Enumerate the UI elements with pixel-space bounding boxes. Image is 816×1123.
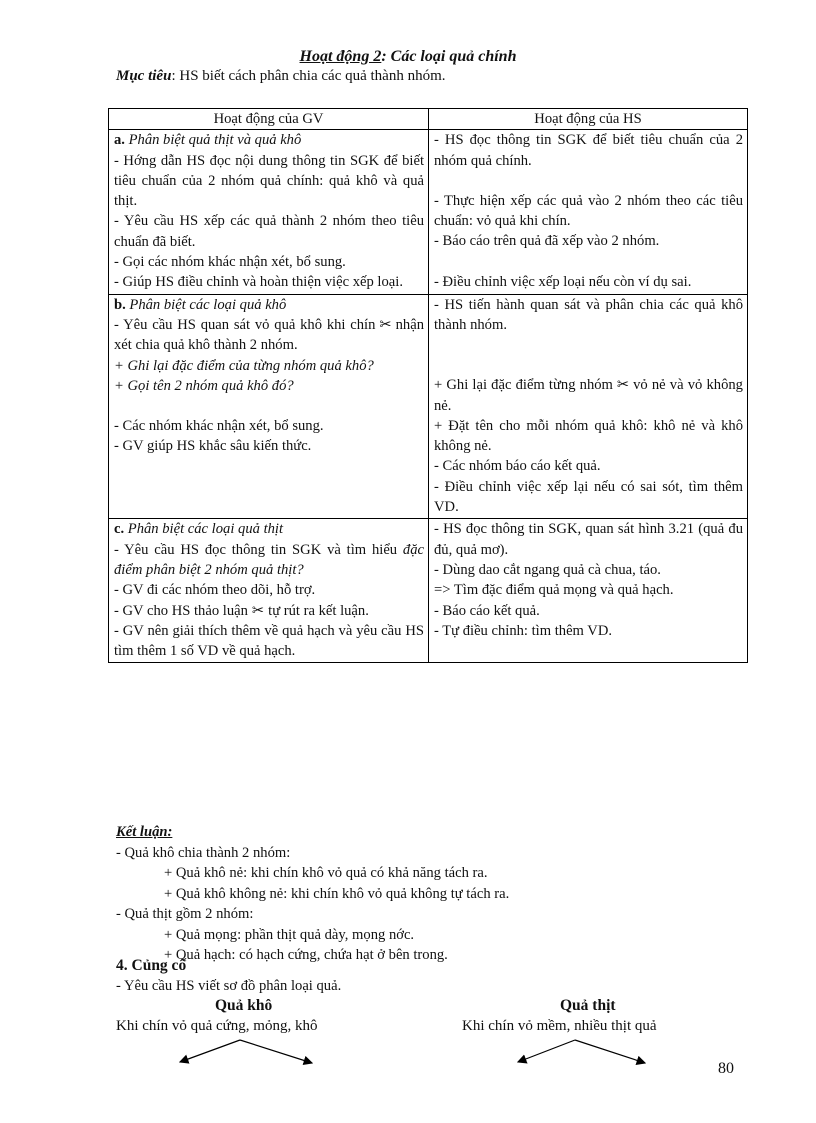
section-heading-c: c. Phân biệt các loại quả thịt: [114, 521, 284, 538]
section4-heading: 4. Củng cố: [116, 957, 187, 974]
gv-cell: a. Phân biệt quả thịt và quả khô - Hớng dẫn HS đọc nội dung thông tin SGK để biết tiêu chuẩn của 2 nhóm quả chính: quả khô và quả thịt. - Yêu cầu HS xếp các quả thành 2 nhóm theo tiêu chuẩn đã biết. - Gọi các nhóm khác nhận xét, bổ sung. - Giúp HS điều chỉnh và hoàn thiện việc xếp loại.: [109, 130, 429, 294]
section-consolidation: 4. Củng cố - Yêu cầu HS viết sơ đồ phân loại quả.: [116, 957, 342, 994]
objective: Mục tiêu: HS biết cách phân chia các quả thành nhóm.: [116, 68, 446, 84]
conclusion: Kết luận: - Quả khô chia thành 2 nhóm: + Quả khô nẻ: khi chín khô vỏ quả có khả năng tách ra. + Quả khô không nẻ: khi chín khô vỏ quả không tự tách ra. - Quả thịt gồm 2 nhóm: + Quả mọng: phần thịt quả dày, mọng nớc. + Quả hạch: có hạch cứng, chứa hạt ở bên trong.: [116, 824, 510, 963]
column-header-gv: Hoạt động của GV: [109, 109, 429, 130]
column-header-hs: Hoạt động của HS: [429, 109, 748, 130]
hs-cell: - HS đọc thông tin SGK, quan sát hình 3.21 (quả đu đủ, quả mơ). - Dùng dao cắt ngang quả cà chua, táo. => Tìm đặc điểm quả mọng và quả hạch. - Báo cáo kết quả. - Tự điều chỉnh: tìm thêm VD.: [429, 519, 748, 663]
diagram-fleshy-fruit-title: Quả thịt: [560, 997, 616, 1014]
page-number: 80: [718, 1060, 734, 1077]
table-row: [109, 519, 748, 663]
conclusion-heading: Kết luận:: [116, 824, 173, 840]
hs-cell: - HS đọc thông tin SGK để biết tiêu chuẩn của 2 nhóm quả chính. - Thực hiện xếp các quả vào 2 nhóm theo các tiêu chuẩn: vỏ quả khi chín. - Báo cáo trên quả đã xếp vào 2 nhóm. - Điều chỉnh việc xếp loại nếu còn ví dụ sai.: [429, 130, 748, 294]
section-heading-b: b. Phân biệt các loại quả khô: [114, 296, 287, 313]
activity-table: [108, 108, 748, 663]
arrow-left-b: [240, 1040, 312, 1063]
gv-cell: c. Phân biệt các loại quả thịt - Yêu cầu HS đọc thông tin SGK và tìm hiểu đặc điểm phân biệt 2 nhóm quả thịt? - GV đi các nhóm theo dõi, hỗ trợ. - GV cho HS thảo luận ✂ tự rút ra kết luận. - GV nên giải thích thêm về quả hạch và yêu cầu HS tìm thêm 1 số VD về quả hạch.: [109, 519, 429, 663]
hs-cell: - HS tiến hành quan sát và phân chia các quả khô thành nhóm. + Ghi lại đặc điểm từng nhóm ✂ vỏ nẻ và vỏ không nẻ. + Đặt tên cho mỗi nhóm quả khô: khô nẻ và khô không nẻ. - Các nhóm báo cáo kết quả. - Điều chỉnh việc xếp lại nếu có sai sót, tìm thêm VD.: [429, 294, 748, 519]
table-row: [109, 130, 748, 294]
table-header-row: [109, 109, 748, 130]
diagram-dry-fruit-desc: Khi chín vỏ quả cứng, mỏng, khô: [116, 1018, 318, 1034]
section-heading-a: a. Phân biệt quả thịt và quả khô: [114, 132, 302, 149]
arrow-left-a: [180, 1040, 240, 1062]
scissors-icon: ✂: [379, 316, 392, 333]
arrow-right-b: [575, 1040, 645, 1063]
activity-title: Hoạt động 2: Các loại quả chính: [299, 48, 517, 65]
arrow-right-a: [518, 1040, 575, 1062]
gv-cell: b. Phân biệt các loại quả khô - Yêu cầu HS quan sát vỏ quả khô khi chín ✂ nhận xét chia quả khô thành 2 nhóm. + Ghi lại đặc điểm của từng nhóm quả khô? + Gọi tên 2 nhóm quả khô đó? - Các nhóm khác nhận xét, bổ sung. - GV giúp HS khắc sâu kiến thức.: [109, 294, 429, 519]
diagram-dry-fruit-title: Quả khô: [215, 997, 273, 1014]
table-row: [109, 294, 748, 519]
diagram-fleshy-fruit-desc: Khi chín vỏ mềm, nhiều thịt quả: [462, 1018, 657, 1034]
scissors-icon: ✂: [616, 377, 630, 394]
scissors-icon: ✂: [251, 602, 265, 619]
